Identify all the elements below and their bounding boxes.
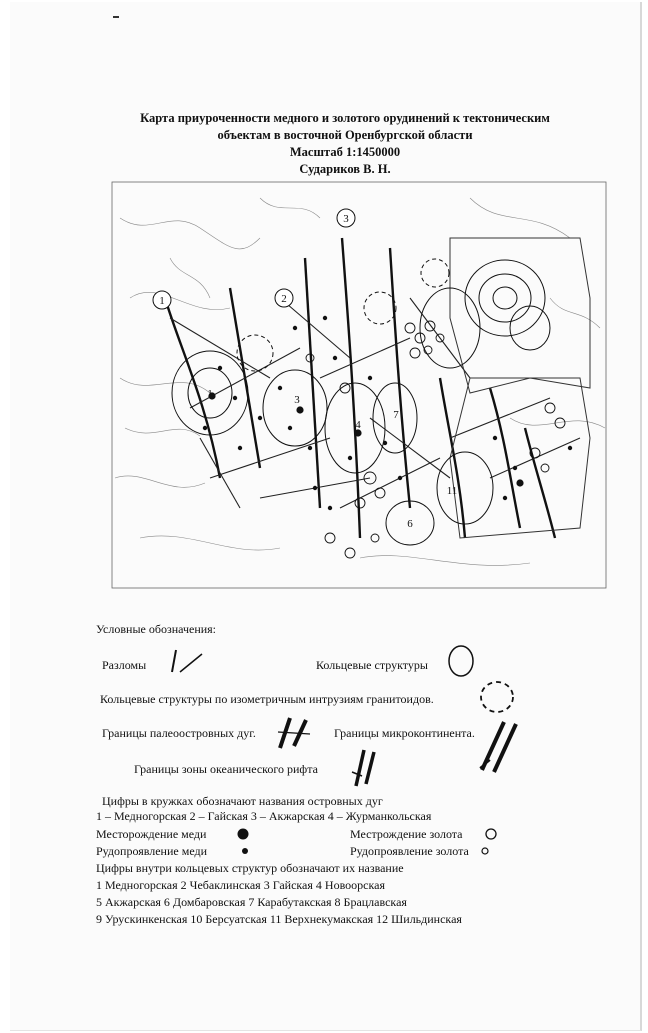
ring-label-6: 6 <box>407 518 413 530</box>
arc-number-labels <box>153 209 355 309</box>
faults-symbol-icon <box>166 646 206 674</box>
legend-rings-line-1: 1 Медногорская 2 Чебаклинская 3 Гайская 4 Новоорская <box>96 878 385 892</box>
granitoid-ring-symbol-icon <box>476 678 518 716</box>
legend-copper-deposit: Месторождение меди <box>96 827 207 841</box>
legend-rings-line-3: 9 Урускинкенская 10 Берсуатская 11 Верхнекумакская 12 Шильдинская <box>96 912 462 926</box>
legend-arcs-line: 1 – Медногорская 2 – Гайская 3 – Акжарская 4 – Журманкольская <box>96 809 432 823</box>
scanned-page <box>10 2 642 1031</box>
arc-boundaries <box>165 238 555 538</box>
ring-label-1: 1 <box>207 388 213 400</box>
legend-copper-occurrence: Рудопроявление меди <box>96 844 208 858</box>
legend-gold-deposit: Местрождение золота <box>350 827 463 841</box>
ring-label-3: 3 <box>294 394 300 406</box>
legend-circle-note: Цифры в кружках обозначают названия островных дуг <box>102 794 383 808</box>
legend-rings-line-2: 5 Акжарская 6 Домбаровская 7 Карабутакская 8 Брацлавская <box>96 895 407 909</box>
legend-ring-granitoids: Кольцевые структуры по изометричным интрузиям гранитоидов. <box>100 692 434 706</box>
legend-ring-names-note: Цифры внутри кольцевых структур обозначают их название <box>96 861 404 875</box>
rift-boundary-icon <box>348 746 382 790</box>
title-scale: Масштаб 1:1450000 <box>289 145 401 159</box>
copper-occurrence-icon <box>240 846 250 856</box>
legend-ring-structures: Кольцевые структуры <box>316 658 428 672</box>
microcontinent-outline <box>450 238 590 393</box>
title-author: Судариков В. Н. <box>299 162 391 176</box>
title-line-2: объектам в восточной Оренбургской области <box>217 128 473 142</box>
microcontinent-boundary-icon <box>474 714 524 774</box>
gold-deposit-symbols <box>306 321 565 558</box>
legend-faults: Разломы <box>102 658 147 672</box>
legend-rift-bounds: Границы зоны океанического рифта <box>134 762 318 776</box>
eastern-block-outline <box>450 378 590 538</box>
ring-symbol-icon <box>446 644 476 678</box>
scan-mark <box>113 16 119 18</box>
granitoid-rings <box>237 259 449 371</box>
map-drawing <box>110 178 610 596</box>
gold-occurrence-icon <box>480 846 490 856</box>
map-title <box>110 110 580 178</box>
tectonic-map <box>110 178 610 596</box>
legend-paleo-arc-bounds: Границы палеоостровных дуг. <box>102 726 256 740</box>
ring-label-7: 7 <box>393 409 399 421</box>
legend-gold-occurrence: Рудопроявление золота <box>350 844 469 858</box>
copper-deposit-icon <box>236 827 250 841</box>
arc-label-3: 3 <box>343 213 349 225</box>
ring-label-4: 4 <box>355 419 361 431</box>
arc-label-2: 2 <box>281 293 287 305</box>
paleo-arc-boundary-icon <box>272 712 316 752</box>
title-line-1: Карта приуроченности медного и золотого орудинений к тектоническим <box>140 111 550 125</box>
legend-heading: Условные обозначения: <box>96 622 217 636</box>
ring-label-11: 11 <box>446 485 458 497</box>
arc-label-1: 1 <box>159 295 165 307</box>
gold-deposit-icon <box>484 827 498 841</box>
legend-microcontinent-bounds: Границы микроконтинента. <box>334 726 475 740</box>
